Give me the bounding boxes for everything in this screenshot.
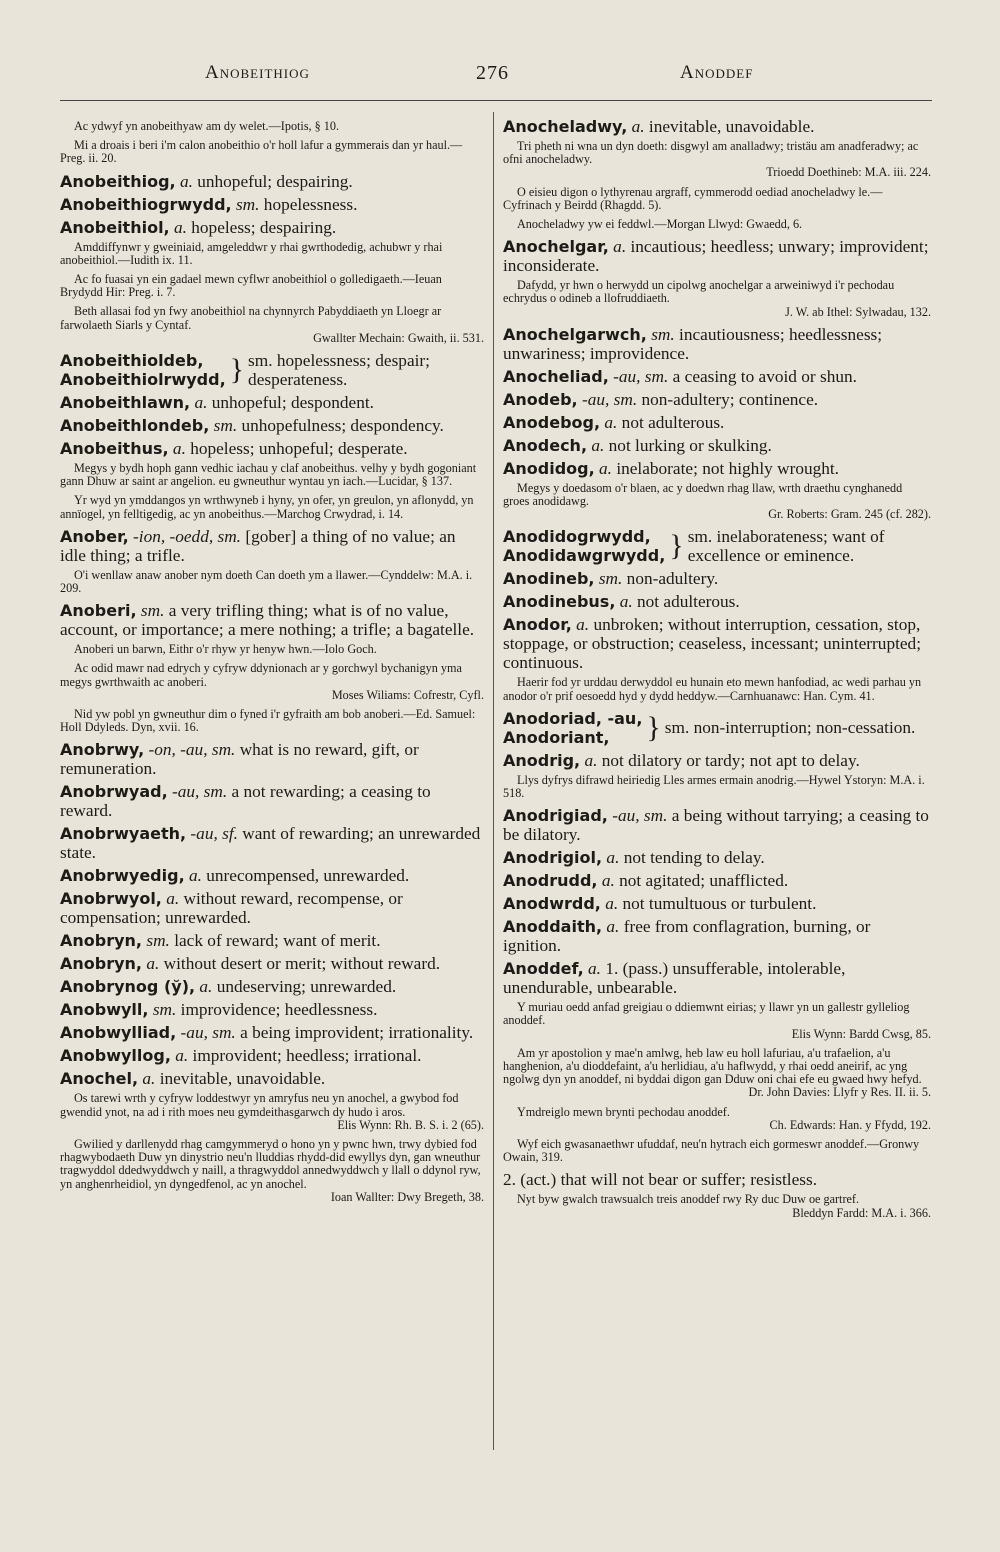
quotation [503, 140, 931, 180]
definition: 2. (act.) that will not bear or suffer; resistless. [503, 1170, 818, 1190]
definition: what is no reward, gift, or remuneration. [60, 740, 419, 779]
headword: Anodor, [503, 615, 572, 635]
quotation-text: O eisieu digon o lythyrenau argraff, cymmerodd oediad anocheladwy le.—Cyfrinach y Beirdd (Rhagdd. 5). [503, 184, 883, 212]
quotation [503, 1138, 931, 1164]
dictionary-entry [60, 824, 484, 862]
running-head-left: Anobeithiog [205, 62, 310, 83]
quotation [60, 1138, 484, 1204]
definition: non-adultery; continence. [641, 389, 819, 409]
definition: not tumultuous or turbulent. [622, 894, 817, 914]
quotation-citation: Gwallter Mechain: Gwaith, ii. 531. [313, 330, 484, 345]
part-of-speech: a. [601, 871, 615, 891]
dictionary-entry [60, 954, 484, 973]
part-of-speech: sm. [664, 718, 690, 738]
headword: Anodidog, [503, 458, 595, 478]
headword: Anober, [60, 526, 129, 546]
quotation [503, 774, 931, 800]
quotation-text: Haerir fod yr urddau derwyddol eu hunain eto mewn hanfodiad, ac wedi parhau yn anodor o'r prif oesoedd hyd y dydd heddyw.—Carnhuanawc: Han. Cym. 41. [503, 675, 922, 703]
quotation [60, 1092, 484, 1132]
headword: Anodeb, [503, 389, 578, 409]
quotation [503, 186, 931, 212]
page-number: 276 [476, 62, 509, 84]
quotation-citation: J. W. ab Ithel: Sylwadau, 132. [785, 304, 931, 319]
dictionary-entry [60, 218, 484, 237]
dictionary-entry [503, 592, 931, 611]
headword: Anobrwy, [60, 740, 145, 760]
definition: hopelessness. [263, 194, 358, 214]
dictionary-entry [60, 601, 484, 639]
definition: non-interruption; non-cessation. [693, 718, 916, 738]
headword: Anoddef, [503, 959, 584, 979]
quotation-text: Dafydd, yr hwn o herwydd un cipolwg anochelgar a arweiniwyd i'r pechodau echrydus o odineb a llofruddiaeth. [503, 278, 895, 306]
definition: want of rewarding; an unrewarded state. [60, 824, 481, 863]
part-of-speech: -au, sm. [180, 1023, 236, 1043]
headword: Anobryn, [60, 954, 143, 974]
definition: undeserving; unrewarded. [216, 977, 397, 997]
definition: incautiousness; heedlessness; unwariness; improvidence. [503, 324, 883, 363]
definition: a being improvident; irrationality. [240, 1023, 474, 1043]
headword: Anobrwyedig, [60, 866, 185, 886]
quotation-text: Anoberi un barwn, Eithr o'r rhyw yr henyw hwn.—Iolo Goch. [74, 642, 377, 657]
headword: Anodidogrwydd, [503, 527, 651, 547]
definition: inelaborateness; want of excellence or eminence. [687, 527, 885, 566]
dictionary-entry [503, 848, 931, 867]
quotation-citation: Trioedd Doethineb: M.A. iii. 224. [766, 165, 931, 180]
quotation [60, 462, 484, 488]
dictionary-entry [503, 459, 931, 478]
quotation [503, 1047, 931, 1100]
dictionary-entry [60, 977, 484, 996]
dictionary-entry [60, 416, 484, 435]
dictionary-entry [60, 527, 484, 565]
headword: Anochel, [60, 1069, 139, 1089]
definition: unhopefulness; despondency. [241, 416, 444, 436]
headword: Anoberi, [60, 601, 137, 621]
part-of-speech: sm. [687, 527, 713, 547]
definition: not dilatory or tardy; not apt to delay. [601, 750, 860, 770]
part-of-speech: a. [173, 217, 187, 237]
dictionary-entry [503, 237, 931, 275]
part-of-speech: sm. [213, 416, 238, 436]
quotation-text: Nid yw pobl yn gwneuthur dim o fyned i'r gyfraith am bob anoberi.—Ed. Samuel: Holl Ddyleds. Dyn, xvii. 16. [60, 707, 476, 735]
quotation-citation: Bleddyn Fardd: M.A. i. 366. [792, 1205, 931, 1220]
definition: a being without tarrying; a ceasing to be dilatory. [503, 806, 929, 845]
quotation-text: Mi a droais i beri i'm calon anobeithio o'r holl lafur a gymmerais dan yr haul.—Preg. ii. 20. [60, 138, 463, 166]
brace-glyph: } [229, 353, 245, 387]
column-divider [493, 112, 494, 1450]
quotation [503, 676, 931, 702]
part-of-speech: sm. [152, 1000, 177, 1020]
part-of-speech: a. [576, 615, 590, 635]
dictionary-entry [60, 172, 484, 191]
left-column [60, 117, 484, 1457]
definition: without reward, recompense, or compensation; unrewarded. [60, 889, 403, 928]
headword: Anodech, [503, 435, 588, 455]
quotation-citation: Ch. Edwards: Han. y Ffydd, 192. [769, 1117, 931, 1132]
part-of-speech: a. [606, 917, 620, 937]
quotation [503, 279, 931, 319]
definition: unbroken; without interruption, cessation, stop, stoppage, or obstruction; ceaseless, incessant; uninterrupted; continuous. [503, 615, 921, 673]
quotation-text: Y muriau oedd anfad greigiau o ddiemwnt eirias; y llawr yn un gallestr gylleliog anoddef. [503, 1000, 910, 1028]
part-of-speech: sm. [598, 569, 623, 589]
quotation [503, 1193, 931, 1219]
brace-glyph: } [669, 529, 684, 563]
headword: Anodwrdd, [503, 894, 601, 914]
quotation-text: Amddiffynwr y gweiniaid, amgeleddwr y rhai gwrthodedig, achubwr y rhai anobeithiol.—Iudith ix. 11. [60, 239, 443, 267]
header-rule [60, 100, 932, 101]
part-of-speech: a. [194, 393, 208, 413]
part-of-speech: -ion, -oedd, sm. [133, 526, 242, 546]
headword: Anodebog, [503, 412, 601, 432]
definition: lack of reward; want of merit. [174, 931, 381, 951]
part-of-speech: a. [188, 866, 202, 886]
headword: Anobeithiog, [60, 171, 176, 191]
definition: improvident; heedless; irrational. [192, 1046, 422, 1066]
headword: Anobwyllog, [60, 1046, 171, 1066]
quotation-text: Gwilied y darllenydd rhag camgymmeryd o hono yn y pwnc hwn, trwy dybied fod rhagwybodaeth Duw yn dinystrio neu'n lluddias rhydd-did ewyllys dyn, gan wneuthur tragwyddol ddedwyddwch y naill, a thragwyddol annedwyddwch y llall o ddynol ryw, yn anghenrheidiol, yn dyngedfenol, ac yn anochel. [60, 1137, 481, 1191]
quotation-text: O'i wenllaw anaw anober nym doeth Can doeth ym a llawer.—Cynddelw: M.A. i. 209. [60, 567, 473, 596]
definition: inevitable, unavoidable. [648, 117, 815, 136]
dictionary-entry [60, 740, 484, 778]
quotation-text: Ac ydwyf yn anobeithyaw am dy welet.—Ipotis, § 10. [74, 119, 340, 133]
part-of-speech: a. [631, 117, 645, 136]
dictionary-entry [60, 1023, 484, 1042]
definition: 1. (pass.) unsufferable, intolerable, unendurable, unbearable. [503, 959, 846, 998]
definition: not tending to delay. [623, 848, 765, 868]
part-of-speech: a. [175, 1046, 189, 1066]
quotation-citation: Dr. John Davies: Llyfr y Res. II. ii. 5. [748, 1085, 931, 1100]
definition: not lurking or skulking. [608, 435, 772, 455]
quotation [60, 708, 484, 734]
headword: Anobrwyaeth, [60, 824, 187, 844]
quotation-text: Anocheladwy yw ei feddwl.—Morgan Llwyd: Gwaedd, 6. [517, 217, 803, 232]
part-of-speech: a. [599, 458, 612, 478]
quotation [60, 305, 484, 345]
part-of-speech: -au, sf. [190, 824, 238, 844]
headword: Anobeithiolrwydd, [60, 370, 226, 390]
dictionary-entry [503, 615, 931, 672]
dictionary-entry [503, 1170, 931, 1189]
quotation [503, 218, 931, 231]
dictionary-entry [503, 325, 931, 363]
quotation-text: Megys y doedasom o'r blaen, ac y doedwn rhag llaw, wrth draethu cynghanedd groes anodidawg. [503, 480, 903, 509]
definition: inelaborate; not highly wrought. [616, 458, 840, 478]
part-of-speech: -au, sm. [171, 782, 228, 802]
dictionary-entry [503, 871, 931, 890]
quotation-text: Ac fo fuasai yn ein gadael mewn cyflwr anobeithiol o golledigaeth.—Ieuan Brydydd Hir: Preg. i. 7. [60, 272, 442, 300]
quotation [60, 494, 484, 520]
part-of-speech: a. [172, 439, 186, 459]
quotation [60, 241, 484, 267]
dictionary-entry [60, 1046, 484, 1065]
dictionary-entry [60, 931, 484, 950]
headword: Anobrwyad, [60, 782, 168, 802]
dictionary-entry [503, 436, 931, 455]
part-of-speech: a. [588, 959, 601, 979]
definition: hopeless; unhopeful; desperate. [190, 439, 408, 459]
quotation-text: Am yr apostolion y mae'n amlwg, heb law eu holl lafuriau, a'u trafaelion, a'u hanghenion, a'u dioddefaint, a'u herlidiau, a'u haflwydd, y rhai oedd aneirif, ac yng ngolwg dyn yn anoddef, ni byddai digon gan Dduw oni chai efe eu gwaed hwy hefyd. [503, 1045, 922, 1087]
dictionary-entry [60, 889, 484, 927]
dictionary-entry [503, 751, 931, 770]
headword: Anobrwyol, [60, 889, 162, 909]
headword: Anobwylliad, [60, 1023, 177, 1043]
quotation-text: Yr wyd yn ymddangos yn wrthwyneb i hyny, yn ofer, yn greulon, yn aflonydd, yn annïogel, yn felltigedig, ac yn anobeithus.—Marchog Crwydrad, i. 14. [60, 493, 474, 521]
dictionary-entry [60, 393, 484, 412]
part-of-speech: sm. [651, 324, 675, 344]
dictionary-entry [60, 1069, 484, 1088]
dictionary-entry [60, 782, 484, 820]
dictionary-entry [503, 959, 931, 997]
definition: improvidence; heedlessness. [180, 1000, 378, 1020]
definition: unhopeful; despondent. [211, 393, 374, 413]
quotation [60, 569, 484, 595]
dictionary-entry [503, 413, 931, 432]
part-of-speech: -au, sm. [612, 806, 668, 826]
headword: Anobeithiol, [60, 217, 170, 237]
headword: Anodrigiad, [503, 806, 608, 826]
part-of-speech: sm. [248, 351, 273, 371]
dictionary-entry-pair [503, 527, 931, 565]
definition: [gober] a thing of no value; an idle thing; a trifle. [60, 526, 456, 565]
headword: Anodineb, [503, 569, 595, 589]
definition: a very trifling thing; what is of no value, account, or importance; a mere nothing; a trifle; a bagatelle. [60, 601, 475, 640]
headword: Anodrig, [503, 750, 581, 770]
definition: hopeless; despairing. [191, 217, 337, 237]
part-of-speech: a. [146, 954, 160, 974]
quotation [60, 120, 484, 133]
quotation-citation: Ioan Wallter: Dwy Bregeth, 38. [330, 1189, 484, 1204]
headword: Anobryn, [60, 931, 143, 951]
part-of-speech: a. [606, 848, 620, 868]
part-of-speech: -au, sm. [613, 366, 669, 386]
headword: Anocheliad, [503, 366, 609, 386]
headword: Anoddaith, [503, 917, 603, 937]
quotation [60, 662, 484, 702]
definition: inevitable, unavoidable. [159, 1069, 326, 1089]
part-of-speech: a. [166, 889, 180, 909]
quotation [60, 643, 484, 656]
quotation-text: Tri pheth ni wna un dyn doeth: disgwyl am analladwy; tristäu am anadferadwy; ac ofni anocheladwy. [503, 139, 919, 167]
headword: Anodoriad, -au, [503, 708, 643, 728]
part-of-speech: a. [604, 412, 618, 432]
quotation-text: Nyt byw gwalch trawsualch treis anoddef rwy Ry duc Duw oe gartref. [517, 1192, 860, 1207]
running-head-right: Anoddef [680, 62, 754, 83]
part-of-speech: a. [613, 237, 627, 257]
definition: a not rewarding; a ceasing to reward. [60, 782, 431, 821]
dictionary-entry-pair [503, 709, 931, 747]
definition: without desert or merit; without reward. [163, 954, 441, 974]
headword: Anobeithus, [60, 439, 169, 459]
quotation-citation: Elis Wynn: Bardd Cwsg, 85. [791, 1026, 931, 1041]
quotation-text: Ac odid mawr nad edrych y cyfryw ddynionach ar y gorchwyl bychanigyn yma megys gwrthwaith ac anoberi. [60, 661, 462, 689]
definition: unhopeful; despairing. [197, 171, 353, 191]
quotation-text: Ymdreiglo mewn brynti pechodau anoddef. [517, 1104, 730, 1119]
definition: a ceasing to avoid or shun. [672, 366, 857, 386]
part-of-speech: sm. [146, 931, 170, 951]
headword: Anobeithioldeb, [60, 351, 204, 371]
dictionary-entry [503, 569, 931, 588]
part-of-speech: a. [591, 435, 605, 455]
headword: Anodinebus, [503, 592, 616, 612]
definition: hopelessness; despair; desperateness. [248, 351, 430, 390]
part-of-speech: -au, sm. [581, 389, 638, 409]
headword: Anobeithlondeb, [60, 416, 210, 436]
headword: Anodrudd, [503, 871, 598, 891]
headword: Anobwyll, [60, 1000, 149, 1020]
part-of-speech: sm. [235, 194, 260, 214]
quotation-text: Os tarewi wrth y cyfryw loddestwyr yn amryfus neu yn anochel, a gwybod fod gwendid ynot, na ad i rith moes neu gymdeithasgarwch dy hudo i aros. [60, 1091, 459, 1119]
part-of-speech: -on, -au, sm. [148, 740, 236, 760]
definition: unrecompensed, unrewarded. [206, 866, 410, 886]
headword: Anobrynog (ў), [60, 977, 196, 997]
part-of-speech: a. [619, 592, 633, 612]
dictionary-entry [60, 439, 484, 458]
part-of-speech: sm. [140, 601, 165, 621]
headword: Anodoriant, [503, 727, 610, 747]
dictionary-entry [503, 917, 931, 955]
definition: non-adultery. [626, 569, 719, 589]
definition: not adulterous. [637, 592, 740, 612]
quotation [60, 273, 484, 299]
headword: Anochelgar, [503, 237, 609, 257]
definition: not agitated; unafflicted. [619, 871, 789, 891]
quotation-citation: Moses Wiliams: Cofrestr, Cyfl. [331, 687, 484, 702]
dictionary-entry [503, 117, 931, 136]
quotation-citation: Elis Wynn: Rh. B. S. i. 2 (65). [337, 1117, 484, 1132]
dictionary-entry [60, 866, 484, 885]
part-of-speech: a. [584, 750, 598, 770]
quotation-text: Beth allasai fod yn fwy anobeithiol na chynnyrch Pabyddiaeth yn Lloegr ar farwolaeth Siarls y Cyntaf. [60, 304, 442, 332]
part-of-speech: a. [605, 894, 619, 914]
headword: Anobeithiogrwydd, [60, 194, 232, 214]
headword: Anodrigiol, [503, 848, 603, 868]
definition: incautious; heedless; unwary; improvident; inconsiderate. [503, 237, 929, 276]
headword: Anobeithlawn, [60, 393, 191, 413]
definition: not adulterous. [621, 412, 725, 432]
part-of-speech: a. [142, 1069, 156, 1089]
dictionary-entry-pair [60, 351, 484, 389]
dictionary-entry [60, 1000, 484, 1019]
dictionary-entry [60, 195, 484, 214]
quotation [503, 482, 931, 522]
dictionary-entry [503, 390, 931, 409]
quotation [60, 139, 484, 165]
right-column [503, 117, 931, 1457]
quotation-citation: Gr. Roberts: Gram. 245 (cf. 282). [768, 507, 931, 522]
part-of-speech: a. [179, 171, 193, 191]
part-of-speech: a. [199, 977, 213, 997]
quotation-text: Wyf eich gwasanaethwr ufuddaf, neu'n hytrach eich gormeswr anoddef.—Gronwy Owain, 319. [503, 1137, 920, 1165]
dictionary-entry [503, 894, 931, 913]
quotation-text: Megys y bydh hoph gann vedhic iachau y claf anobeithus. velhy y bydh gogoniant gann Dhuw ar saint ar angelion. eu gwneuthur wyntau yn iach.—Lucidar, § 137. [60, 461, 477, 489]
quotation [503, 1001, 931, 1041]
definition: free from conflagration, burning, or ignition. [503, 917, 871, 956]
quotation [503, 1106, 931, 1132]
headword: Anodidawgrwydd, [503, 546, 666, 566]
headword: Anocheladwy, [503, 117, 628, 136]
dictionary-entry [503, 806, 931, 844]
quotation-text: Llys dyfrys difrawd heiriedig Lles armes ermain anodrig.—Hywel Ystoryn: M.A. i. 518. [503, 772, 925, 801]
brace-glyph: } [646, 710, 661, 744]
dictionary-entry [503, 367, 931, 386]
headword: Anochelgarwch, [503, 324, 647, 344]
